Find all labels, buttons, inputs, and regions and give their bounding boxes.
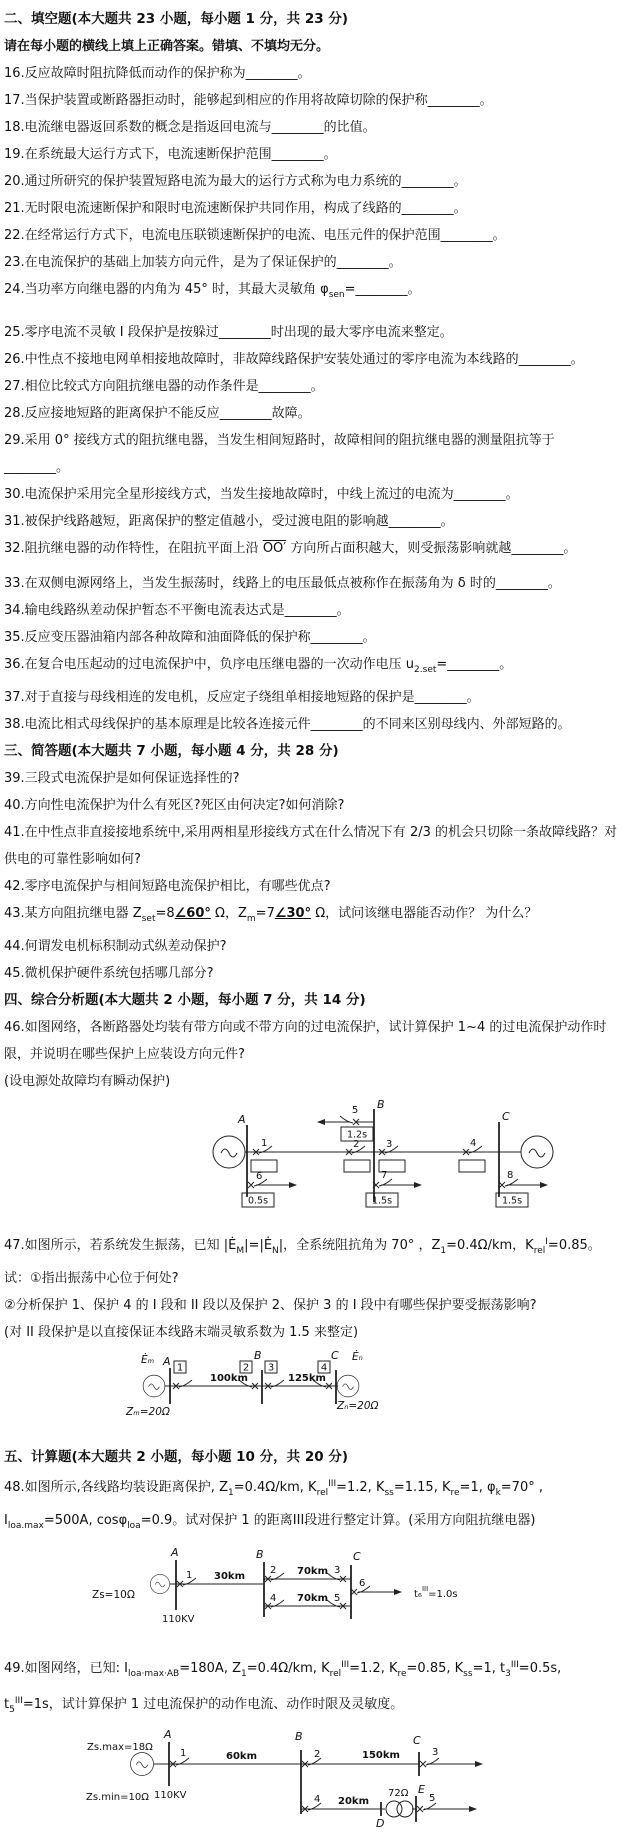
generator-icon bbox=[213, 1136, 245, 1168]
bus-c-label: C bbox=[502, 1110, 510, 1123]
source-impedance-max-label: Zs.max=18Ω bbox=[87, 1742, 153, 1753]
bus-b-label: B bbox=[295, 1730, 303, 1743]
breaker-4-label: 4 bbox=[314, 1794, 321, 1805]
generator-n-icon bbox=[337, 1375, 359, 1397]
breaker-1-icon bbox=[170, 1758, 189, 1767]
length-ab-label: 60km bbox=[226, 1751, 257, 1762]
question-45: 45.微机保护硬件系统包括哪几部分? bbox=[4, 966, 214, 981]
question-20: 20.通过所研究的保护装置短路电流为最大的运行方式称为电力系统的________。 bbox=[4, 174, 467, 189]
question-19: 19.在系统最大运行方式下，电流速断保护范围________。 bbox=[4, 147, 337, 162]
question-41: 41.在中性点非直接接地系统中,采用两相星形接线方式在什么情况下有 2/3 的机会只切除一条故障线路？对供电的可靠性影响如何? bbox=[4, 825, 617, 867]
question-28: 28.反应接地短路的距离保护不能反应________故障。 bbox=[4, 406, 311, 421]
length-23-label: 70km bbox=[297, 1566, 328, 1577]
question-32: 32.阻抗继电器的动作特性，在阻抗平面上沿 OO′ 方向所占面积越大，则受振荡影响就越________。 bbox=[4, 541, 577, 556]
question-26: 26.中性点不接地电网单相接地故障时，非故障线路保护安装处通过的零序电流为本线路的________。 bbox=[4, 352, 584, 367]
fill-instruction: 请在每小题的横线上填上正确答案。错填、不填均无分。 bbox=[4, 39, 330, 54]
length-bc-label: 125km bbox=[288, 1373, 326, 1384]
breaker-2-label: 2 bbox=[314, 1749, 321, 1760]
question-47: 47.如图所示，若系统发生振荡，已知 $|Ė_M|=|Ė_N|$，全系统阻抗角为 70° ，$Z_1=0.4\Omega/km$，$K_{rel}^I=0.85$。 bbox=[4, 1237, 601, 1256]
breaker-2-label: 2 bbox=[353, 1139, 360, 1150]
q47-circuit-diagram bbox=[4, 1348, 615, 1428]
time-label-7: 1.5s bbox=[371, 1195, 393, 1207]
length-45-label: 70km bbox=[297, 1593, 328, 1604]
question-48: 48.如图所示,各线路均装设距离保护, $Z_1=0.4\Omega/km$, $K_{rel}^{III}=1.2$, $K_{ss}=1.15$, $K_{re}=1$, $\varphi_k=70^\circ$ , $I_{loa.max}=500A$, cosφ$_{loa}$=0.9。试对保护 1 的距离III段进行整定计算。(采用方向阻抗继电器) bbox=[4, 1479, 543, 1531]
question-43: 43.某方向阻抗继电器 $Z_{set}=8\angle 60^\circ$ Ω，$Z_m=7\angle 30^\circ$ Ω，试问该继电器能否动作？ 为什么？ bbox=[4, 906, 538, 924]
breaker-1-label: 1 bbox=[261, 1138, 268, 1149]
question-44: 44.何谓发电机标积制动式纵差动保护? bbox=[4, 939, 227, 954]
breaker-5-label: 5 bbox=[351, 1105, 359, 1116]
source-m-label: Ėₘ bbox=[141, 1354, 155, 1366]
impedance-m-label: Zₘ=20Ω bbox=[126, 1406, 170, 1418]
q49-circuit-diagram bbox=[4, 1726, 615, 1829]
breaker-5-label: 5 bbox=[429, 1793, 436, 1804]
question-39: 39.三段式电流保护是如何保证选择性的? bbox=[4, 771, 240, 786]
breaker-1-label: 1 bbox=[186, 1570, 193, 1581]
source-impedance-label: Zs=10Ω bbox=[92, 1589, 135, 1601]
question-46: 46.如图网络，各断路器处均装有带方向或不带方向的过电流保护，试计算保护 1~4 的过电流保护动作时限，并说明在哪些保护上应装设方向元件? bbox=[4, 1020, 607, 1062]
time-label-5: 1.2s bbox=[346, 1129, 368, 1141]
bus-b-label: B bbox=[254, 1349, 262, 1362]
voltage-label: 110KV bbox=[162, 1614, 195, 1625]
time-label-8: 1.5s bbox=[501, 1195, 523, 1207]
breaker-3-label: 3 bbox=[432, 1747, 439, 1758]
question-27: 27.相位比较式方向阻抗继电器的动作条件是________。 bbox=[4, 379, 324, 394]
question-35: 35.反应变压器油箱内部各种故障和油面降低的保护称________。 bbox=[4, 630, 376, 645]
section-fill-title: 二、填空题(本大题共 23 小题，每小题 1 分，共 23 分) bbox=[4, 11, 349, 27]
bus-c-label: C bbox=[353, 1550, 361, 1563]
question-29: 29.采用 0° 接线方式的阻抗继电器，当发生相间短路时，故障相间的阻抗继电器的测量阻抗等于________。 bbox=[4, 433, 555, 475]
section-calc-title: 五、计算题(本大题共 2 小题，每小题 10 分，共 20 分) bbox=[4, 1449, 349, 1465]
source-impedance-min-label: Zs.min=10Ω bbox=[86, 1792, 149, 1803]
length-ab-label: 100km bbox=[210, 1373, 248, 1384]
question-40: 40.方向性电流保护为什么有死区?死区由何决定?如何消除? bbox=[4, 798, 345, 813]
q48-circuit-diagram bbox=[4, 1542, 615, 1650]
breaker-5-icon bbox=[417, 1803, 436, 1812]
bus-a-label: A bbox=[238, 1113, 246, 1126]
q46-circuit-diagram bbox=[4, 1097, 615, 1227]
impedance-n-label: Zₙ=20Ω bbox=[337, 1400, 379, 1412]
relay-box-4 bbox=[459, 1160, 485, 1172]
breaker-5-icon bbox=[340, 1116, 359, 1125]
question-21: 21.无时限电流速断保护和限时电流速断保护共同作用，构成了线路的________。 bbox=[4, 201, 467, 216]
breaker-7-label: 7 bbox=[381, 1170, 388, 1181]
question-16: 16.反应故障时阻抗降低而动作的保护称为________。 bbox=[4, 66, 311, 81]
breaker-2-label: 2 bbox=[270, 1565, 277, 1576]
question-23: 23.在电流保护的基础上加装方向元件，是为了保证保护的________。 bbox=[4, 255, 402, 270]
generator-m-icon bbox=[143, 1375, 165, 1397]
breaker-3-label: 3 bbox=[334, 1565, 341, 1576]
time-label-6: 0.5s bbox=[247, 1195, 269, 1207]
bus-a-label: A bbox=[163, 1355, 171, 1368]
breaker-4-label: 4 bbox=[270, 1593, 277, 1604]
breaker-3-icon bbox=[420, 1758, 439, 1767]
breaker-3-label: 3 bbox=[267, 1362, 275, 1374]
bus-b-label: B bbox=[377, 1098, 385, 1111]
length-bd-label: 20km bbox=[338, 1796, 369, 1807]
breaker-5-label: 5 bbox=[334, 1593, 341, 1604]
question-49: 49.如图网络，已知: $I_{loa\cdot max\cdot AB}=180A$, $Z_1=0.4\Omega/km$, $K_{rel}^{III}=1.2$, $K_{re}=0.85$, $K_{ss}=1$, $t_3^{III}=0.5s$, $t_5^{III}=1s$，试计算保护 1 过电流保护的动作电流、动作时限及灵敏度。 bbox=[4, 1660, 562, 1715]
generator-icon bbox=[130, 1752, 153, 1775]
question-38: 38.电流比相式母线保护的基本原理是比较各连接元件________的不同来区别母线内、外部短路的。 bbox=[4, 717, 571, 732]
breaker-8-label: 8 bbox=[507, 1170, 514, 1181]
breaker-4-label: 4 bbox=[470, 1138, 477, 1149]
breaker-6-label: 6 bbox=[256, 1171, 263, 1182]
generator-icon bbox=[521, 1136, 553, 1168]
time-6-label: t₆$^{III}$=1.0s bbox=[414, 1585, 458, 1600]
question-30: 30.电流保护采用完全星形接线方式，当发生接地故障时，中线上流过的电流为________。 bbox=[4, 487, 519, 502]
question-33: 33.在双侧电源网络上，当发生振荡时，线路上的电压最低点被称作在振荡角为 δ 时的________。 bbox=[4, 576, 561, 591]
length-bc-label: 150km bbox=[362, 1750, 400, 1761]
bus-b-label: B bbox=[256, 1548, 264, 1561]
bus-c-label: C bbox=[413, 1734, 421, 1747]
breaker-4-label: 4 bbox=[320, 1362, 328, 1374]
breaker-1-label: 1 bbox=[176, 1362, 184, 1374]
voltage-label: 110KV bbox=[154, 1790, 187, 1801]
source-n-label: Ėₙ bbox=[352, 1351, 363, 1363]
breaker-1-label: 1 bbox=[180, 1748, 187, 1759]
question-34: 34.输电线路纵差动保护暂态不平衡电流表达式是________。 bbox=[4, 603, 350, 618]
relay-box-1 bbox=[251, 1160, 277, 1172]
breaker-3-icon bbox=[265, 1380, 284, 1389]
generator-icon bbox=[150, 1574, 169, 1593]
question-24: 24.当功率方向继电器的内角为 45° 时，其最大灵敏角 $\varphi_{sen}=\_\_\_\_\_\_\_\_$。 bbox=[4, 282, 421, 300]
relay-box-2 bbox=[344, 1160, 370, 1172]
question-22: 22.在经常运行方式下，电流电压联锁速断保护的电流、电压元件的保护范围________。 bbox=[4, 228, 506, 243]
breaker-6-label: 6 bbox=[359, 1578, 366, 1589]
question-47-sub1: 试：①指出振荡中心位于何处? bbox=[4, 1271, 179, 1286]
bus-a-label: A bbox=[164, 1728, 172, 1741]
question-46-note: (设电源处故障均有瞬动保护) bbox=[4, 1074, 171, 1089]
question-36: 36.在复合电压起动的过电流保护中，负序电压继电器的一次动作电压 $u_{2.set}=\_\_\_\_\_\_\_\_$。 bbox=[4, 657, 513, 675]
question-17: 17.当保护装置或断路器拒动时，能够起到相应的作用将故障切除的保护称________。 bbox=[4, 93, 493, 108]
section-analysis-title: 四、综合分析题(本大题共 2 小题，每小题 7 分，共 14 分) bbox=[4, 992, 366, 1008]
question-42: 42.零序电流保护与相间短路电流保护相比，有哪些优点? bbox=[4, 879, 331, 894]
breaker-3-label: 3 bbox=[386, 1139, 393, 1150]
bus-e-label: E bbox=[418, 1783, 425, 1796]
transformer-impedance-label: 72Ω bbox=[388, 1788, 409, 1799]
question-18: 18.电流继电器返回系数的概念是指返回电流与________的比值。 bbox=[4, 120, 376, 135]
question-31: 31.被保护线路越短，距离保护的整定值越小，受过渡电阻的影响越________。 bbox=[4, 514, 454, 529]
bus-d-label: D bbox=[376, 1817, 385, 1829]
breaker-1-icon bbox=[173, 1380, 192, 1389]
bus-c-label: C bbox=[331, 1349, 339, 1362]
question-25: 25.零序电流不灵敏 I 段保护是按躲过________时出现的最大零序电流来整定。 bbox=[4, 325, 453, 340]
breaker-2-label: 2 bbox=[242, 1362, 250, 1374]
question-37: 37.对于直接与母线相连的发电机，反应定子绕组单相接地短路的保护是________。 bbox=[4, 690, 480, 705]
wires bbox=[170, 1560, 401, 1619]
question-47-note: (对 II 段保护是以直接保证本线路末端灵敏系数为 1.5 来整定) bbox=[4, 1325, 359, 1340]
question-47-sub2: ②分析保护 1、保护 4 的 I 段和 II 段以及保护 2、保护 3 的 I 段中有哪些保护要受振荡影响? bbox=[4, 1298, 537, 1313]
length-ab-label: 30km bbox=[214, 1571, 245, 1582]
section-short-title: 三、简答题(本大题共 7 小题，每小题 4 分，共 28 分) bbox=[4, 743, 339, 759]
bus-a-label: A bbox=[171, 1546, 179, 1559]
